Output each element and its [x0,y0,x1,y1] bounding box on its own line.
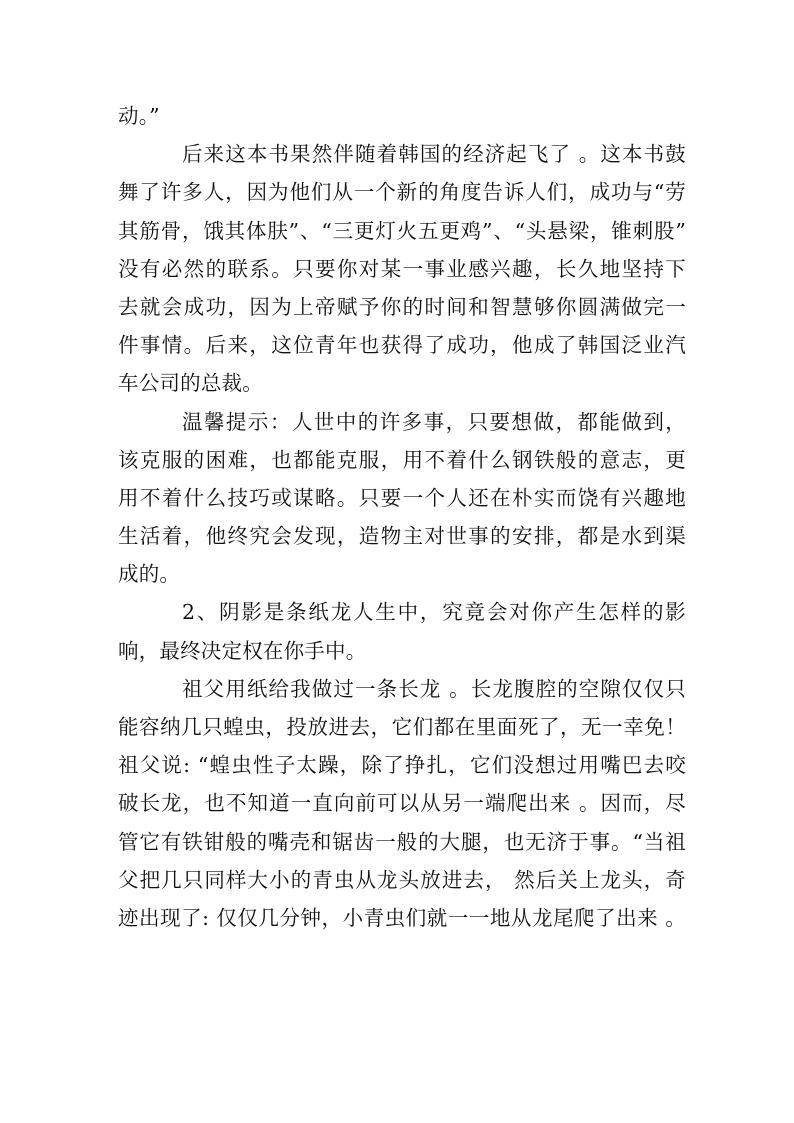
section-heading-line: 2、阴影是条纸龙人生中，究竟会对你产生怎样的影 [182,600,686,625]
section-heading-line: 响，最终决定权在你手中。 [118,638,367,663]
text-line: 用不着什么技巧或谋略。只要一个人还在朴实而饶有兴趣地 [118,485,686,510]
text-line: 管它有铁钳般的嘴壳和锯齿一般的大腿，也无济于事。“当祖 [118,829,686,854]
paragraph-start-line: 祖父用纸给我做过一条长龙 。长龙腹腔的空隙仅仅只 [182,676,686,701]
text-line: 动。” [118,104,160,128]
text-line: 车公司的总裁。 [118,371,263,396]
text-line: 该克服的困难，也都能克服，用不着什么钢铁般的意志，更 [118,447,686,472]
text-line: 能容纳几只蝗虫，投放进去，它们都在里面死了，无一幸免！ [118,715,686,739]
text-line: 件事情。后来，这位青年也获得了成功，他成了韩国泛业汽 [118,333,686,358]
paragraph-start-line: 后来这本书果然伴随着韩国的经济起飞了 。这本书鼓 [182,142,686,167]
text-line: 迹出现了: 仅仅几分钟，小青虫们就一一地从龙尾爬了出来 。 [118,905,686,930]
text-line: 父把几只同样大小的青虫从龙头放进去， 然后关上龙头，奇 [118,867,686,892]
text-line: 祖父说: “蝗虫性子太躁，除了挣扎，它们没想过用嘴巴去咬 [118,753,686,778]
text-line: 舞了许多人，因为他们从一个新的角度告诉人们，成功与“劳 [118,180,686,205]
text-line: 去就会成功，因为上帝赋予你的时间和智慧够你圆满做完一 [118,294,686,319]
text-line: 成的。 [118,562,181,587]
text-line: 没有必然的联系。只要你对某一事业感兴趣，长久地坚持下 [118,256,686,281]
text-line: 破长龙，也不知道一直向前可以从另一端爬出来 。因而，尽 [118,791,686,816]
text-line: 其筋骨，饿其体肤”、“三更灯火五更鸡”、“头悬梁，锥刺股” [118,218,686,243]
text-line: 生活着，他终究会发现，造物主对世事的安排，都是水到渠 [118,524,686,549]
paragraph-start-line: 温馨提示：人世中的许多事，只要想做，都能做到， [182,409,686,434]
